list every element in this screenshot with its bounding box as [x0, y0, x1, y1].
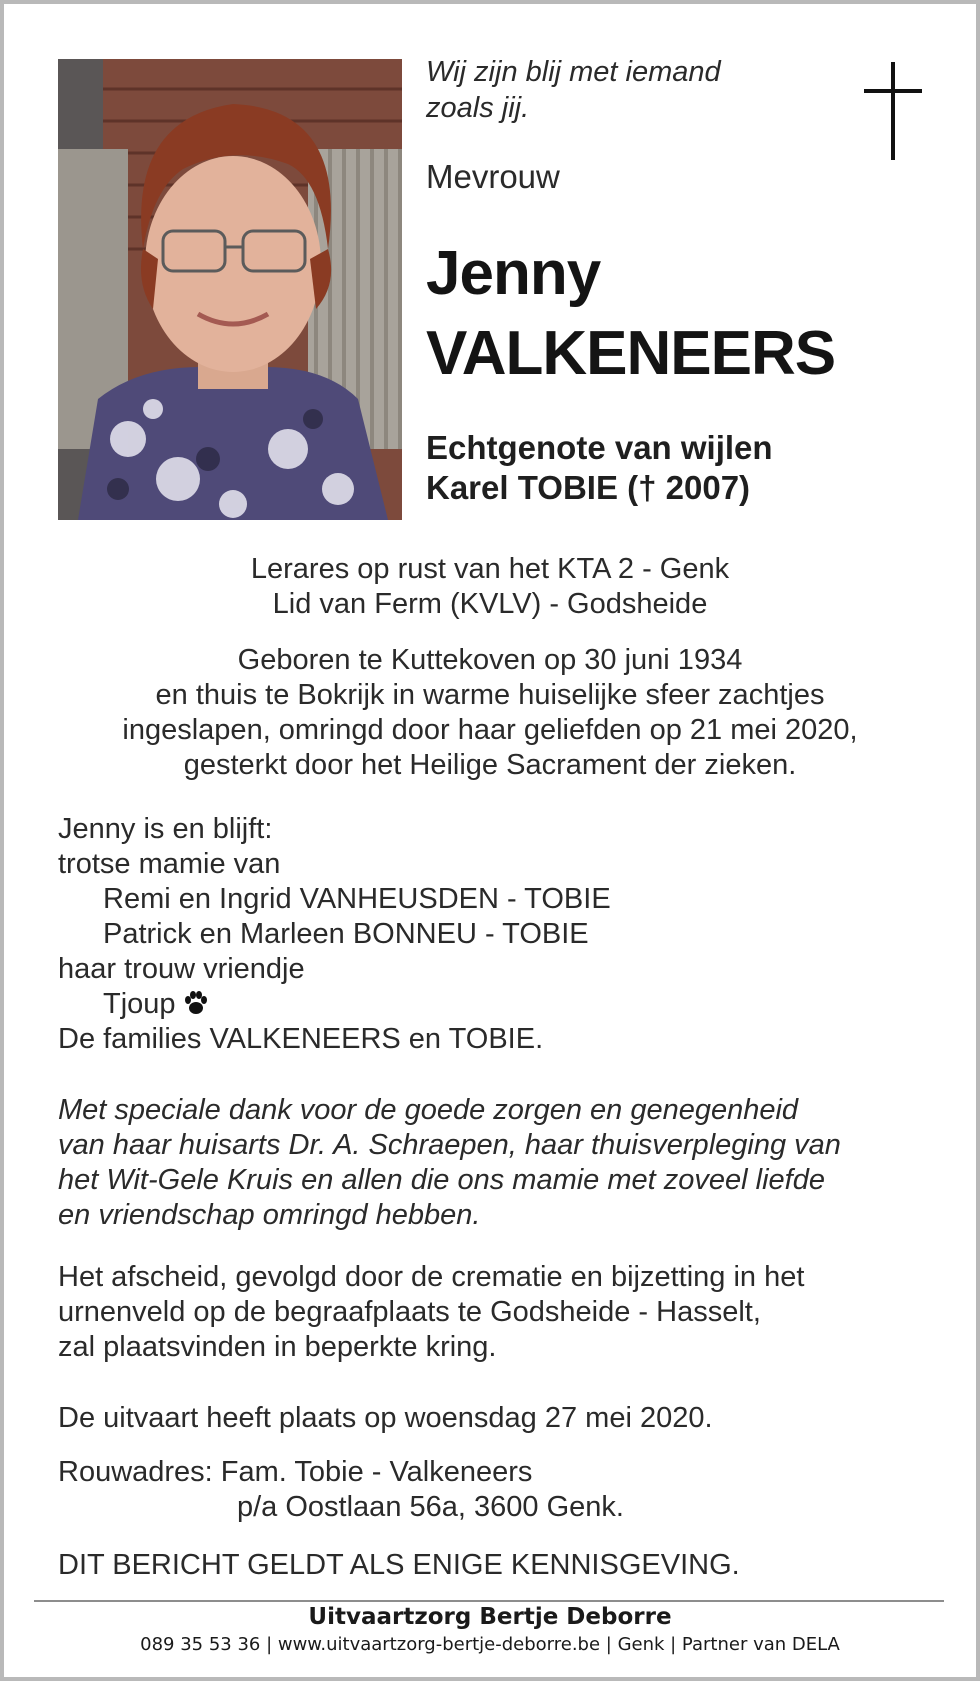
- notice-text: DIT BERICHT GELDT ALS ENIGE KENNISGEVING.: [58, 1549, 740, 1581]
- grandmother-label: trotse mamie van: [58, 848, 281, 880]
- deceased-last-name: VALKENEERS: [426, 319, 836, 388]
- birth-death-line: gesterkt door het Heilige Sacrament der zieken.: [183, 749, 797, 781]
- farewell-line: urnenveld op de begraafplaats te Godsheide - Hasselt,: [58, 1296, 761, 1328]
- opening-quote: [426, 54, 721, 126]
- friend-label: haar trouw vriendje: [58, 953, 305, 985]
- grandchild-line: Remi en Ingrid VANHEUSDEN - TOBIE: [103, 883, 611, 915]
- birth-death-line: en thuis te Bokrijk in warme huiselijke sfeer zachtjes: [155, 679, 825, 711]
- grandchild-line: Patrick en Marleen BONNEU - TOBIE: [103, 918, 589, 950]
- salutation: Mevrouw: [426, 158, 560, 195]
- farewell-block: [58, 1260, 804, 1365]
- farewell-line: Het afscheid, gevolgd door de crematie en bijzetting in het: [58, 1261, 805, 1293]
- spouse-line: Echtgenote van wijlen: [426, 429, 773, 466]
- thanks-line: en vriendschap omringd hebben.: [58, 1199, 481, 1231]
- roles-block: [0, 552, 980, 622]
- mourning-address: [58, 1455, 624, 1525]
- address-line: Rouwadres: Fam. Tobie - Valkeneers: [58, 1456, 533, 1488]
- birth-death-block: [0, 643, 980, 783]
- birth-death-line: Geboren te Kuttekoven op 30 juni 1934: [237, 644, 743, 676]
- thanks-line: van haar huisarts Dr. A. Schraepen, haar thuisverpleging van: [58, 1129, 841, 1161]
- role-line: Lerares op rust van het KTA 2 - Genk: [250, 553, 730, 585]
- thanks-line: Met speciale dank voor de goede zorgen en genegenheid: [58, 1094, 799, 1126]
- quote-line: zoals jij.: [426, 92, 530, 124]
- pet-name: Tjoup: [103, 988, 176, 1020]
- pet-line: [58, 987, 611, 1022]
- funeral-home-name: Uitvaartzorg Bertje Deborre: [308, 1604, 672, 1630]
- quote-line: Wij zijn blij met iemand: [426, 56, 721, 88]
- funeral-home-contact: 089 35 53 36 | www.uitvaartzorg-bertje-deborre.be | Genk | Partner van DELA: [140, 1634, 840, 1655]
- paw-icon: [182, 990, 210, 1016]
- family-intro: Jenny is en blijft:: [58, 813, 273, 845]
- address-line: p/a Oostlaan 56a, 3600 Genk.: [237, 1491, 624, 1523]
- spouse-info: [426, 428, 773, 508]
- deceased-first-name: Jenny: [426, 239, 601, 308]
- farewell-line: zal plaatsvinden in beperkte kring.: [58, 1331, 497, 1363]
- role-line: Lid van Ferm (KVLV) - Godsheide: [272, 588, 708, 620]
- thanks-line: het Wit-Gele Kruis en allen die ons mamie met zoveel liefde: [58, 1164, 825, 1196]
- spouse-line: Karel TOBIE († 2007): [426, 469, 751, 506]
- birth-death-line: ingeslapen, omringd door haar geliefden op 21 mei 2020,: [122, 714, 858, 746]
- cross-icon: [864, 62, 922, 160]
- portrait-photo: [58, 59, 402, 520]
- funeral-date: [58, 1401, 713, 1436]
- footer-divider: [34, 1600, 944, 1602]
- family-block: [58, 812, 611, 1057]
- thanks-block: [58, 1093, 841, 1233]
- notice: [58, 1548, 740, 1583]
- families-line: De families VALKENEERS en TOBIE.: [58, 1023, 544, 1055]
- funeral-date-text: De uitvaart heeft plaats op woensdag 27 mei 2020.: [58, 1402, 713, 1434]
